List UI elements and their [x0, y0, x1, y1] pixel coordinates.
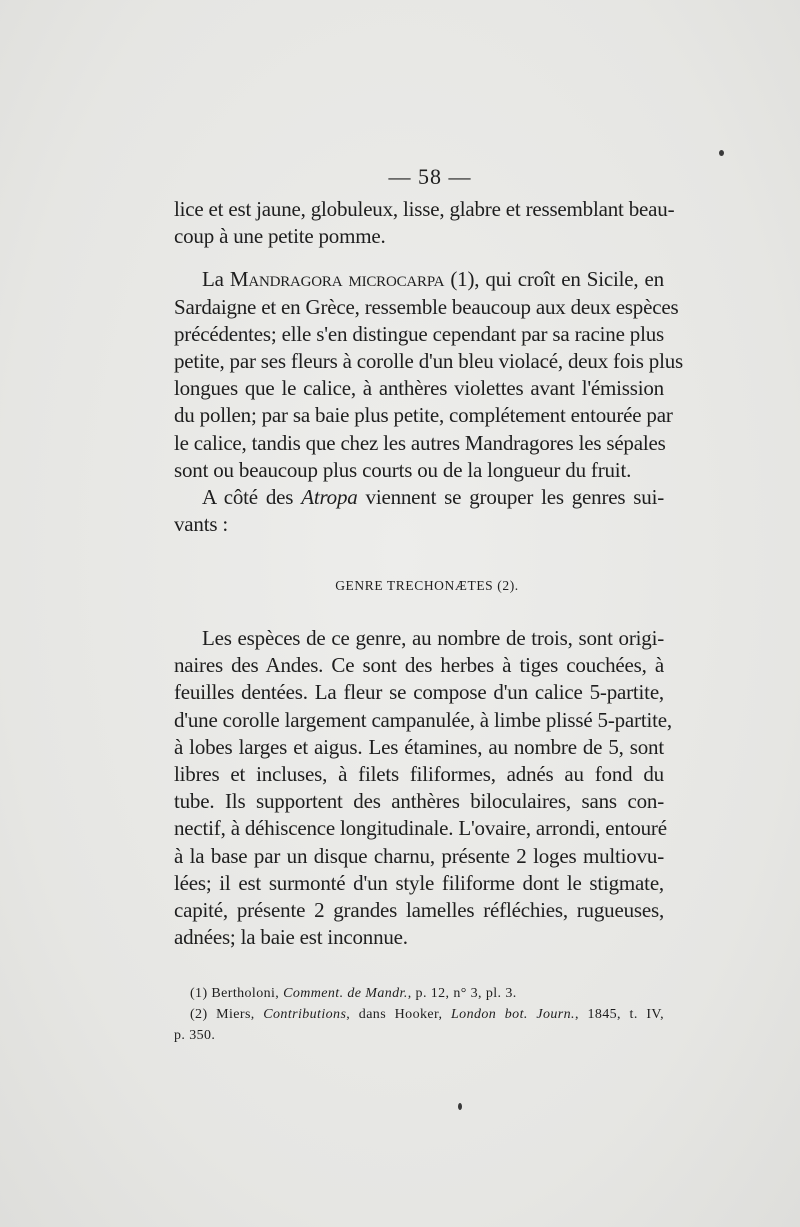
text-line: vants : — [174, 512, 229, 537]
paragraph — [174, 196, 675, 250]
text-line: adnées; la baie est inconnue. — [174, 925, 408, 950]
footnotes — [174, 983, 664, 1046]
text-line — [174, 484, 664, 511]
text-line: Sardaigne et en Grèce, ressemble beaucoup aux deux espèces — [174, 294, 679, 319]
text-line: feuilles dentées. La fleur se compose d'un calice 5-partite, — [174, 680, 664, 705]
body-text-top — [174, 196, 684, 538]
ink-spot — [458, 1103, 462, 1110]
text-line: tube. Ils supportent des anthères biloculaires, sans con- — [174, 789, 664, 814]
text-line: libres et incluses, à filets filiformes, adnés au fond du — [174, 762, 664, 787]
footnote-2-continuation: p. 350. — [174, 1028, 216, 1043]
paragraph — [174, 484, 664, 538]
italic-reference: London bot. Journ. — [451, 1007, 575, 1022]
paragraph — [174, 266, 684, 484]
footnote-1 — [174, 983, 664, 1004]
text-line: le calice, tandis que chez les autres Mandragores les sépales — [174, 430, 666, 455]
text-line: naires des Andes. Ce sont des herbes à tiges couchées, à — [174, 653, 664, 678]
text-line: nectif, à déhiscence longitudinale. L'ovaire, arrondi, entouré — [174, 816, 667, 841]
text-run: , 1845, t. IV, — [574, 1007, 665, 1022]
italic-reference: Comment. de Mandr. — [283, 986, 408, 1001]
section-heading: GENRE TRECHONÆTES (2). — [335, 578, 519, 593]
text-run: viennent se grouper les genres sui- — [357, 485, 664, 510]
text-run: (1), qui croît en Sicile, en — [444, 267, 664, 292]
text-line — [174, 266, 664, 293]
text-line: précédentes; elle s'en distingue cependant par sa racine plus — [174, 321, 664, 346]
text-line: capité, présente 2 grandes lamelles réfléchies, rugueuses, — [174, 898, 664, 923]
text-run: , p. 12, n° 3, pl. 3. — [407, 986, 517, 1001]
text-line: coup à une petite pomme. — [174, 224, 386, 249]
ink-spot — [719, 150, 724, 156]
text-run: (1) Bertholoni, — [190, 986, 284, 1001]
italic-genus: Atropa — [301, 485, 358, 510]
text-line: à la base par un disque charnu, présente 2 loges multiovu- — [174, 843, 664, 868]
footnote-2 — [174, 1004, 664, 1025]
genus-name: Mandragora microcarpa — [229, 267, 445, 292]
text-line: longues que le calice, à anthères violettes avant l'émission — [174, 376, 664, 401]
text-run: La — [202, 267, 230, 292]
text-line: sont ou beaucoup plus courts ou de la longueur du fruit. — [174, 457, 632, 482]
text-run: (2) Miers, — [190, 1007, 264, 1022]
page-number: — 58 — — [388, 164, 472, 189]
text-line: d'une corolle largement campanulée, à limbe plissé 5-partite, — [174, 707, 672, 732]
italic-reference: Contributions — [263, 1007, 347, 1022]
text-line: Les espèces de ce genre, au nombre de trois, sont origi- — [202, 626, 664, 650]
text-run: A côté des — [202, 485, 302, 510]
text-line: lice et est jaune, globuleux, lisse, glabre et ressemblant beau- — [174, 197, 675, 221]
text-line: petite, par ses fleurs à corolle d'un bleu violacé, deux fois plus — [174, 349, 684, 374]
paragraph — [174, 625, 672, 951]
text-run: , dans Hooker, — [346, 1007, 451, 1022]
text-line: lées; il est surmonté d'un style filiforme dont le stigmate, — [174, 870, 664, 895]
body-text-bottom — [174, 625, 672, 951]
text-line: à lobes larges et aigus. Les étamines, au nombre de 5, sont — [174, 734, 664, 759]
text-line: du pollen; par sa baie plus petite, complétement entourée par — [174, 403, 673, 428]
